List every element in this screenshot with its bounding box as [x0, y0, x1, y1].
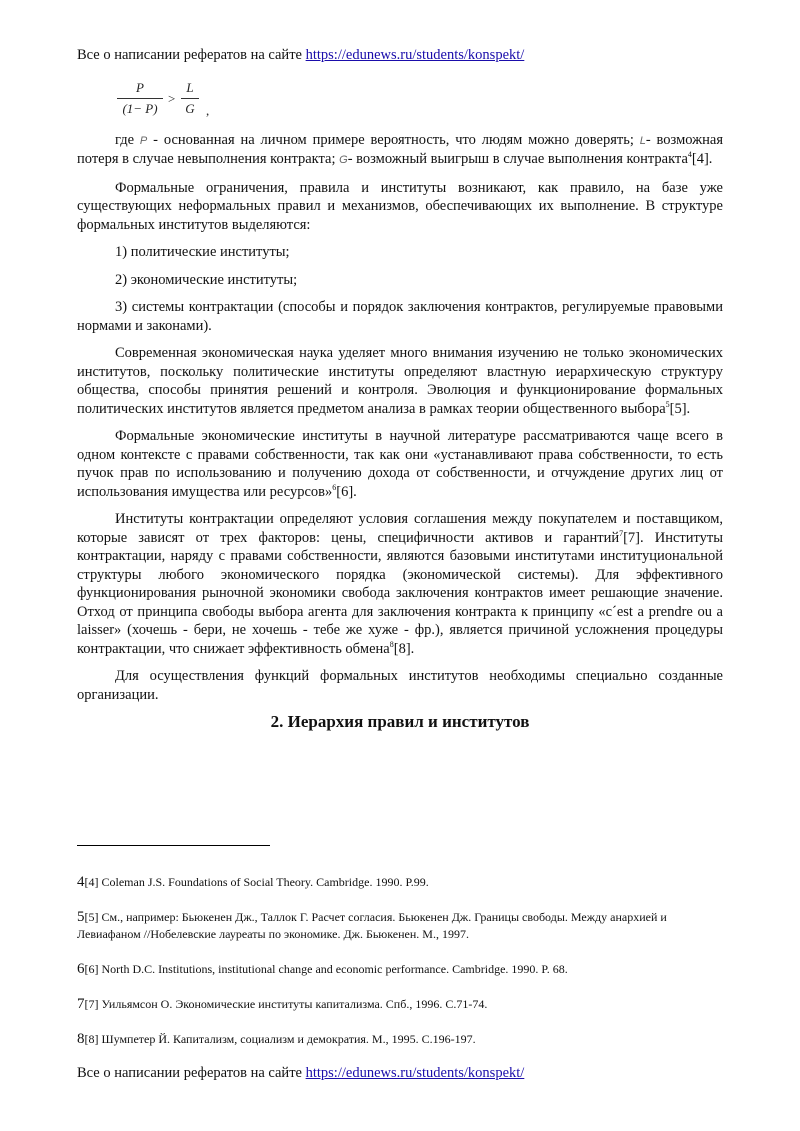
footnote-6: [77, 961, 723, 978]
footnote-text: [7] Уильямсон О. Экономические институты капитализма. Спб., 1996. С.71-74.: [84, 997, 488, 1011]
footnote-ref-6[interactable]: 6: [332, 482, 337, 492]
footnote-number: 8: [77, 1031, 85, 1047]
footnote-ref-4[interactable]: 4: [687, 150, 692, 160]
formula-operator: >: [168, 90, 176, 106]
paragraph-economic-institutions: Формальные экономические институты в научной литературе рассматриваются чаще всего в одном контексте с правами собственности, так как они «устанавливают права собственности, то есть пучок прав по использованию и получению дохода от собственности, и отчуждение других лиц от использования имущества или ресурсов»$^6$[6].: [77, 428, 723, 500]
formula-left-denominator: (1− P): [122, 101, 158, 116]
paragraph-formal-constraints: Формальные ограничения, правила и институты возникают, как правило, на базе уже существующих неформальных правил и механизмов, обеспечивающих их выполнение. В структуре формальных институтов выделяются:: [77, 179, 723, 233]
footnote-number: 6: [77, 961, 85, 977]
symbol-l: L: [639, 134, 646, 147]
footnote-number: 4: [77, 874, 85, 890]
footnote-5: [77, 909, 723, 943]
footnote-number: 7: [77, 996, 85, 1012]
symbol-g: G: [339, 154, 348, 166]
footnote-8: [77, 1031, 723, 1048]
footnote-number: 5: [77, 909, 85, 925]
section-title: 2. Иерархия правил и институтов: [270, 712, 530, 731]
inequality-formula: [117, 79, 723, 119]
paragraph-organizations: Для осуществления функций формальных институтов необходимы специально созданные организации.: [77, 668, 723, 703]
page-footer: [77, 1065, 524, 1082]
footnote-text: [6] North D.C. Institutions, institutional change and economic performance. Cambridge. 1990. P. 68.: [84, 962, 568, 976]
list-item-contracting: 3) системы контрактации (способы и порядок заключения контрактов, регулируемые правовыми нормами и законами).: [77, 299, 723, 334]
footnote-ref-8[interactable]: 8: [389, 639, 394, 649]
footnote-separator: [77, 845, 270, 846]
footnote-text: [5] См., например: Бьюкенен Дж., Таллок Г. Расчет согласия. Бьюкенен Дж. Границы свободы. Между анархией и Левиафаном //Нобелевские лауреаты по экономике. Дж. Бьюкенен. М., 1997.: [77, 910, 667, 941]
footnote-4: [77, 874, 723, 891]
page-header: [77, 46, 723, 65]
paragraph-contracting-institutions: Институты контрактации определяют условия соглашения между покупателем и поставщиком, которые зависят от трех факторов: цены, специфичности активов и гарантий$^7$[7]. Институты контрактации, наряду с правами собственности, являются базовыми институтами институциональной структуры любого экономического порядка (экономической системы). Для эффективного функционирования рыночной экономики свобода заключения контрактов имеет решающие значение. Отход от принципа свободы выбора агента для заключения контракта к принципу «c´est a prendre ou a laisser» (хочешь - бери, не хочешь - тебе же хуже - фр.), является причиной усложнения процедуры контрактации, что снижает эффективность обмена$^8$[8].: [77, 511, 723, 657]
header-link[interactable]: https://edunews.ru/students/konspekt/: [305, 47, 525, 63]
footnote-ref-7[interactable]: 7: [619, 528, 624, 538]
formula-right-denominator: G: [185, 101, 195, 116]
formula-right-fraction: [181, 79, 199, 119]
symbol-p: P: [139, 134, 148, 147]
footer-link[interactable]: https://edunews.ru/students/konspekt/: [305, 1065, 525, 1081]
formula-left-fraction: [117, 79, 163, 119]
formula-right-numerator: L: [186, 79, 194, 95]
footnote-text: [8] Шумпетер Й. Капитализм, социализм и демократия. М., 1995. С.196-197.: [84, 1032, 476, 1046]
footnote-ref-5[interactable]: 5: [665, 399, 670, 409]
formula-left-numerator: P: [136, 79, 144, 95]
footnote-text: [4] Coleman J.S. Foundations of Social Theory. Cambridge. 1990. P.99.: [84, 875, 429, 889]
footer-text: Все о написании рефератов на сайте: [77, 1065, 302, 1081]
list-item-economic: 2) экономические институты;: [115, 271, 298, 288]
formula-comma: ,: [206, 102, 210, 118]
footnotes: [77, 874, 723, 1066]
list-item-political: 1) политические институты;: [115, 244, 290, 260]
paragraph-modern-economics: Современная экономическая наука уделяет много внимания изучению не только экономических институтов, поскольку политические институты определяют властную иерархическую структуру общества, способы принятия решений и контроля. Эволюция и функционирование формальных политических институтов является предметом анализа в рамках теории общественного выбора$^5$[5].: [77, 345, 723, 417]
paragraph-definitions: где P - основанная на личном примере вероятность, что людям можно доверять; L- возможная потеря в случае невыполнения контракта; G- возможный выигрыш в случае выполнения контракта$^4$[4].: [77, 131, 724, 167]
page-body: [77, 46, 723, 732]
footnote-7: [77, 996, 723, 1013]
header-text: Все о написании рефератов на сайте: [77, 47, 302, 63]
